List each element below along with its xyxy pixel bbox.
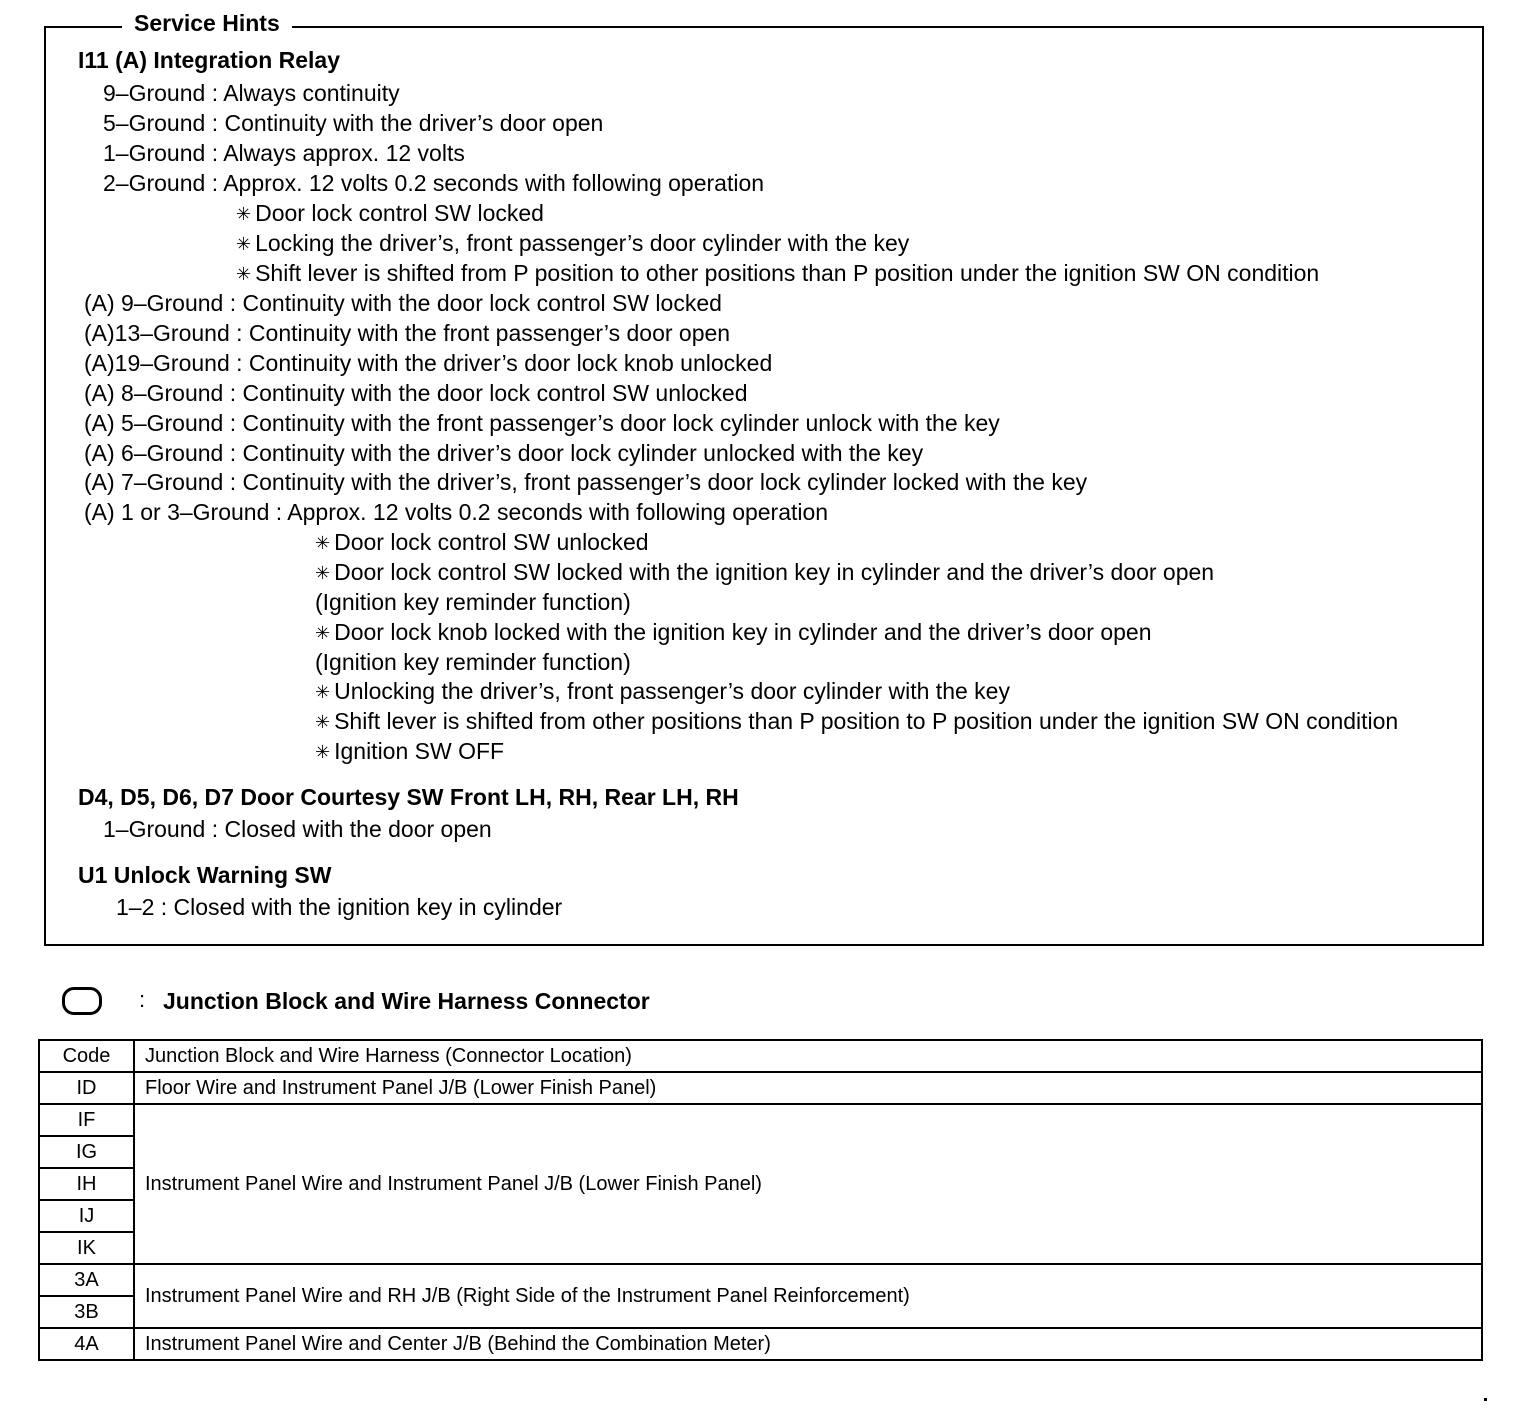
asterisk-icon: ✳	[315, 533, 331, 553]
code-cell: IG	[39, 1136, 134, 1168]
bullet-line	[315, 617, 1151, 648]
pin-label: 5–Ground :	[103, 110, 219, 136]
bullet-line	[236, 228, 909, 259]
bullet-line	[315, 676, 1010, 707]
hint-text: Continuity with the driver’s door lock knob unlocked	[248, 350, 773, 376]
hint-line	[103, 138, 465, 168]
pin-label: 1–Ground :	[103, 816, 219, 842]
pin-label: (A) 5–Ground :	[84, 410, 237, 436]
pin-label: (A) 1 or 3–Ground :	[84, 499, 283, 525]
rounded-rectangle-icon	[62, 987, 102, 1015]
bullet-text: Shift lever is shifted from other positions than P position to P position under the ignition SW ON condition	[334, 708, 1399, 734]
asterisk-icon: ✳	[315, 623, 331, 643]
code-cell: IH	[39, 1168, 134, 1200]
note-line: (Ignition key reminder function)	[315, 589, 631, 615]
hint-text: Closed with the door open	[224, 816, 492, 842]
hint-line	[84, 438, 923, 468]
hint-line	[103, 814, 492, 844]
hint-line	[84, 467, 1087, 497]
bullet-line	[236, 198, 544, 229]
description-cell: Instrument Panel Wire and Instrument Panel J/B (Lower Finish Panel)	[134, 1104, 1482, 1264]
header-description: Junction Block and Wire Harness (Connector Location)	[134, 1040, 1482, 1072]
bullet-text: Door lock control SW locked	[255, 200, 544, 226]
table-row	[39, 1072, 1482, 1104]
note-line: (Ignition key reminder function)	[315, 649, 631, 675]
code-cell: 3A	[39, 1264, 134, 1296]
asterisk-icon: ✳	[315, 742, 331, 762]
hint-line	[116, 892, 562, 922]
hint-text: Always continuity	[223, 80, 400, 106]
stray-dot	[1484, 1398, 1487, 1401]
pin-label: 1–2 :	[116, 894, 168, 920]
header-code: Code	[39, 1040, 134, 1072]
pin-label: (A) 8–Ground :	[84, 380, 237, 406]
bullet-line	[315, 706, 1398, 737]
junction-block-title: Junction Block and Wire Harness Connector	[163, 988, 650, 1014]
bullet-line	[315, 557, 1214, 588]
bullet-line	[236, 258, 1319, 289]
pin-label: (A) 6–Ground :	[84, 440, 237, 466]
asterisk-icon: ✳	[236, 234, 252, 254]
bullet-text: Door lock control SW unlocked	[334, 529, 649, 555]
bullet-line	[315, 527, 649, 558]
hint-text: Continuity with the door lock control SW unlocked	[242, 380, 748, 406]
asterisk-icon: ✳	[236, 264, 252, 284]
hint-line	[84, 408, 1000, 438]
hint-line	[84, 288, 722, 318]
description-cell: Instrument Panel Wire and Center J/B (Behind the Combination Meter)	[134, 1328, 1482, 1360]
pin-label: (A) 9–Ground :	[84, 290, 237, 316]
description-cell: Instrument Panel Wire and RH J/B (Right Side of the Instrument Panel Reinforcement)	[134, 1264, 1482, 1328]
section-heading-unlock-warning-sw: U1 Unlock Warning SW	[78, 862, 332, 888]
bullet-text: Unlocking the driver’s, front passenger’s door cylinder with the key	[334, 678, 1010, 704]
bullet-line	[315, 736, 504, 767]
legend-colon: :	[139, 987, 146, 1012]
asterisk-icon: ✳	[315, 682, 331, 702]
pin-label: 9–Ground :	[103, 80, 219, 106]
hint-text: Closed with the ignition key in cylinder	[173, 894, 563, 920]
service-hints-title: Service Hints	[122, 8, 292, 38]
bullet-text: Locking the driver’s, front passenger’s door cylinder with the key	[255, 230, 910, 256]
code-cell: IJ	[39, 1200, 134, 1232]
code-cell: IK	[39, 1232, 134, 1264]
table-row	[39, 1328, 1482, 1360]
hint-text: Approx. 12 volts 0.2 seconds with following operation	[223, 170, 765, 196]
hint-text: Continuity with the driver’s door lock cylinder unlocked with the key	[242, 440, 924, 466]
hint-text: Always approx. 12 volts	[223, 140, 465, 166]
hint-line	[84, 318, 730, 348]
pin-label: 2–Ground :	[103, 170, 219, 196]
hint-text: Approx. 12 volts 0.2 seconds with following operation	[287, 499, 829, 525]
hint-line	[84, 497, 828, 527]
asterisk-icon: ✳	[236, 204, 252, 224]
pin-label: (A)19–Ground :	[84, 350, 243, 376]
junction-block-table	[38, 1039, 1483, 1361]
table-header-row	[39, 1040, 1482, 1072]
hint-line	[103, 78, 400, 108]
hint-text: Continuity with the door lock control SW locked	[242, 290, 722, 316]
hint-line	[103, 108, 603, 138]
bullet-text: Door lock knob locked with the ignition key in cylinder and the driver’s door open	[334, 619, 1152, 645]
bullet-text: Door lock control SW locked with the ignition key in cylinder and the driver’s door open	[334, 559, 1215, 585]
table-row	[39, 1264, 1482, 1296]
hint-text: Continuity with the driver’s, front passenger’s door lock cylinder locked with the key	[242, 469, 1088, 495]
hint-line	[103, 168, 764, 198]
bullet-text: Shift lever is shifted from P position to other positions than P position under the ignition SW ON condition	[255, 260, 1320, 286]
hint-line	[84, 348, 772, 378]
bullet-text: Ignition SW OFF	[334, 738, 505, 764]
code-cell: 3B	[39, 1296, 134, 1328]
hint-text: Continuity with the front passenger’s door lock cylinder unlock with the key	[242, 410, 1000, 436]
asterisk-icon: ✳	[315, 563, 331, 583]
hint-text: Continuity with the driver’s door open	[224, 110, 604, 136]
pin-label: 1–Ground :	[103, 140, 219, 166]
pin-label: (A)13–Ground :	[84, 320, 243, 346]
section-heading-door-courtesy-sw: D4, D5, D6, D7 Door Courtesy SW Front LH, RH, Rear LH, RH	[78, 784, 739, 810]
hint-line	[84, 378, 748, 408]
code-cell: IF	[39, 1104, 134, 1136]
table-row	[39, 1104, 1482, 1136]
hint-text: Continuity with the front passenger’s door open	[248, 320, 731, 346]
code-cell: 4A	[39, 1328, 134, 1360]
pin-label: (A) 7–Ground :	[84, 469, 237, 495]
code-cell: ID	[39, 1072, 134, 1104]
description-cell: Floor Wire and Instrument Panel J/B (Lower Finish Panel)	[134, 1072, 1482, 1104]
section-heading-integration-relay: I11 (A) Integration Relay	[78, 47, 341, 73]
asterisk-icon: ✳	[315, 712, 331, 732]
